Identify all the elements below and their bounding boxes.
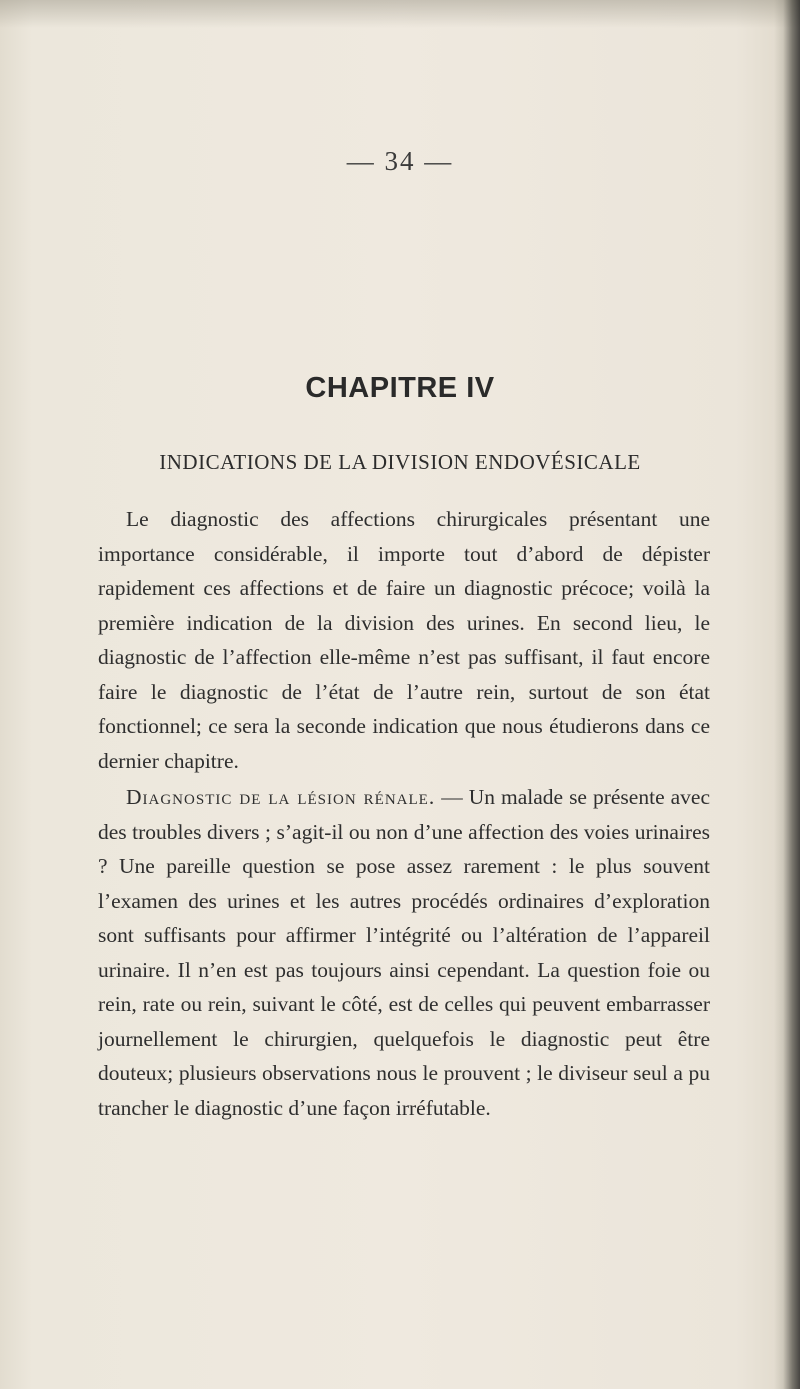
- page-top-shadow: [0, 0, 800, 28]
- paragraph-intro: [98, 502, 710, 778]
- chapter-title: CHAPITRE IV: [305, 372, 495, 404]
- paragraph-diagnostic: [98, 780, 710, 1125]
- paragraph-heading: Diagnostic de la lésion rénale.: [126, 785, 436, 809]
- section-title: INDICATIONS DE LA DIVISION ENDOVÉSICALE: [159, 450, 641, 474]
- page-number: — 34 —: [346, 146, 454, 176]
- page-binding-shadow: [774, 0, 800, 1389]
- paragraph-intro-text: Le diagnostic des affections chirurgicales présentant une importance considérable, il importe tout d’abord de dépister rapidement ces affections et de faire un diagnostic précoce; voilà la première indication de la division des urines. En second lieu, le diagnostic de l’affection elle-même n’est pas suffisant, il faut encore faire le diagnostic de l’état de l’autre rein, surtout de son état fonctionnel; ce sera la seconde indication que nous étudierons dans ce dernier chapitre.: [98, 507, 710, 773]
- paragraph-diagnostic-text: — Un malade se présente avec des troubles divers ; s’agit-il ou non d’une affection des voies urinaires ? Une pareille question se pose assez rarement : le plus souvent l’examen des urines et les autres procédés ordinaires d’exploration sont suffisants pour affirmer l’intégrité ou l’altération de l’appareil urinaire. Il n’en est pas toujours ainsi cependant. La question foie ou rein, rate ou rein, suivant le côté, est de celles qui peuvent embarrasser journellement le chirurgien, quelquefois le diagnostic peut être douteux; plusieurs observations nous le prouvent ; le diviseur seul a pu trancher le diagnostic d’une façon irréfutable.: [98, 785, 710, 1120]
